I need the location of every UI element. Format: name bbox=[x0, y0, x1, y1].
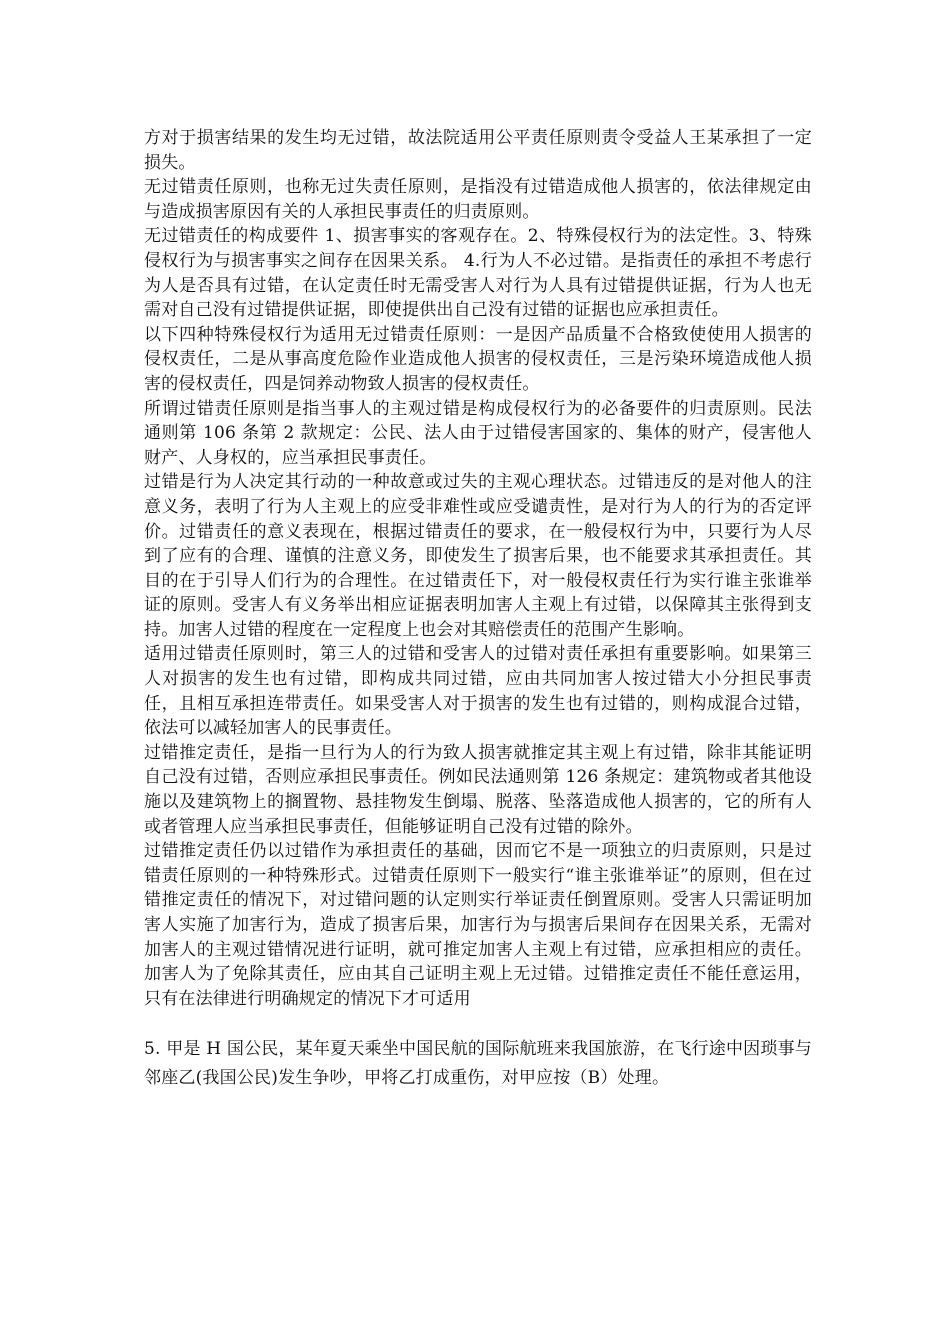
paragraph-presumed-fault: 过错推定责任，是指一旦行为人的行为致人损害就推定其主观上有过错，除非其能证明自己没有过错，否则应承担民事责任。例如民法通则第 126 条规定：建筑物或者其他设施以及建筑物上的搁置物、悬挂物发生倒塌、脱落、坠落造成他人损害的，它的所有人或者管理人应当承担民事责任，但能够证明自己没有过错的除外。 bbox=[144, 742, 812, 837]
paragraph-third-party-fault: 适用过错责任原则时，第三人的过错和受害人的过错对责任承担有重要影响。如果第三人对损害的发生也有过错，即构成共同过错，应由共同加害人按过错大小分担民事责任，且相互承担连带责任。如果受害人对于损害的发生也有过错的，则构成混合过错，依法可以减轻加害人的民事责任。 bbox=[144, 644, 812, 739]
paragraph-no-fault-definition: 无过错责任原则，也称无过失责任原则，是指没有过错造成他人损害的，依法律规定由与造成损害原因有关的人承担民事责任的归责原则。 bbox=[144, 177, 812, 222]
paragraph-no-fault-elements: 无过错责任的构成要件 1、损害事实的客观存在。2、特殊侵权行为的法定性。3、特殊侵权行为与损害事实之间存在因果关系。 4.行为人不必过错。是指责任的承担不考虑行为人是否具有过错，在认定责任时无需受害人对行为人具有过错提供证据，行为人也无需对自己没有过错提供证据，即使提供出自己没有过错的证据也应承担责任。 bbox=[144, 226, 812, 321]
document-body bbox=[144, 126, 812, 1093]
paragraph-fairness-conclusion: 方对于损害结果的发生均无过错，故法院适用公平责任原则责令受益人王某承担了一定损失。 bbox=[144, 128, 812, 173]
paragraph-special-torts: 以下四种特殊侵权行为适用无过错责任原则：一是因产品质量不合格致使使用人损害的侵权责任，二是从事高度危险作业造成他人损害的侵权责任，三是污染环境造成他人损害的侵权责任，四是饲养动物致人损害的侵权责任。 bbox=[144, 324, 812, 394]
question-5: 5. 甲是 H 国公民，某年夏天乘坐中国民航的国际航班来我国旅游，在飞行途中因琐事与邻座乙(我国公民)发生争吵，甲将乙打成重伤，对甲应按（B）处理。 bbox=[144, 1039, 812, 1089]
paragraph-gap bbox=[144, 1011, 812, 1035]
paragraph-fault-principle: 所谓过错责任原则是指当事人的主观过错是构成侵权行为的必备要件的归责原则。民法通则第 106 条第 2 款规定：公民、法人由于过错侵害国家的、集体的财产，侵害他人财产、人身权的，应当承担民事责任。 bbox=[144, 398, 812, 468]
paragraph-presumed-fault-basis: 过错推定责任仍以过错作为承担责任的基础，因而它不是一项独立的归责原则，只是过错责任原则的一种特殊形式。过错责任原则下一般实行“谁主张谁举证”的原则，但在过错推定责任的情况下，对过错问题的认定则实行举证责任倒置原则。受害人只需证明加害人实施了加害行为，造成了损害后果，加害行为与损害后果间存在因果关系，无需对加害人的主观过错情况进行证明，就可推定加害人主观上有过错，应承担相应的责任。加害人为了免除其责任，应由其自己证明主观上无过错。过错推定责任不能任意运用，只有在法律进行明确规定的情况下才可适用 bbox=[144, 841, 812, 1009]
paragraph-fault-meaning: 过错是行为人决定其行动的一种故意或过失的主观心理状态。过错违反的是对他人的注意义务，表明了行为人主观上的应受非难性或应受谴责性，是对行为人的行为的否定评价。过错责任的意义表现在，根据过错责任的要求，在一般侵权行为中，只要行为人尽到了应有的合理、谨慎的注意义务，即使发生了损害后果，也不能要求其承担责任。其目的在于引导人们行为的合理性。在过错责任下，对一般侵权责任行为实行谁主张谁举证的原则。受害人有义务举出相应证据表明加害人主观上有过错，以保障其主张得到支持。加害人过错的程度在一定程度上也会对其赔偿责任的范围产生影响。 bbox=[144, 472, 812, 640]
